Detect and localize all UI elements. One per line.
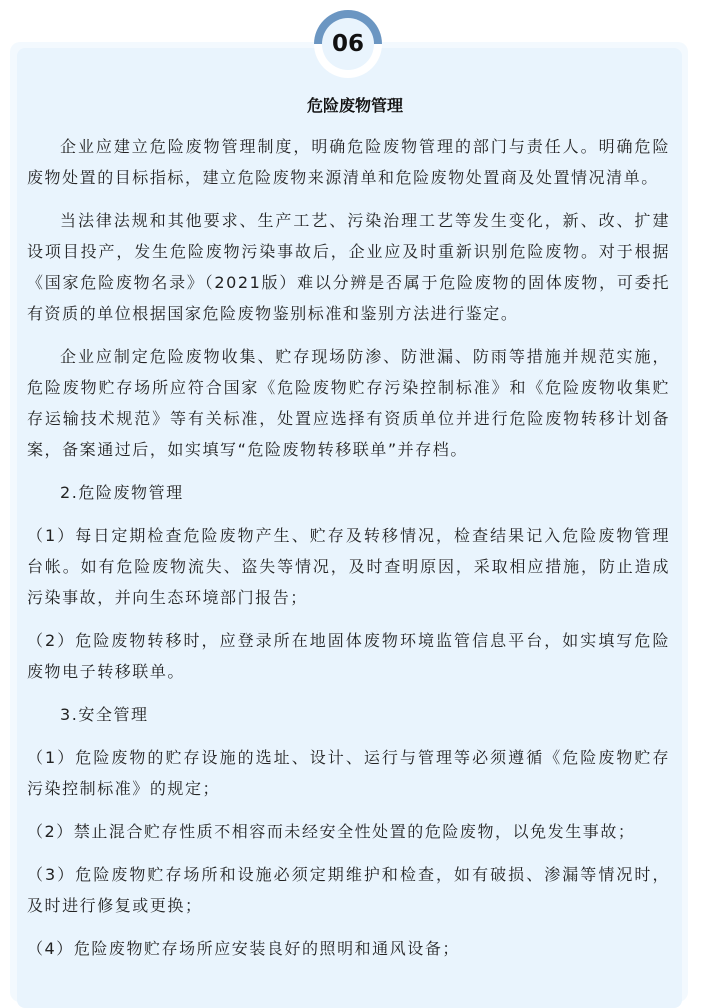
paragraph: 当法律法规和其他要求、生产工艺、污染治理工艺等发生变化，新、改、扩建设项目投产，发生危险废物污染事故后，企业应及时重新识别危险废物。对于根据《国家危险废物名录》（2021版）难以分辨是否属于危险废物的固体废物，可委托有资质的单位根据国家危险废物鉴别标准和鉴别方法进行鉴定。: [27, 211, 670, 323]
list-item: （3）危险废物贮存场所和设施必须定期维护和检查，如有破损、渗漏等情况时，及时进行修复或更换；: [27, 865, 670, 915]
section-number-badge: [314, 10, 382, 78]
list-item: （1）每日定期检查危险废物产生、贮存及转移情况，检查结果记入危险废物管理台帐。如有危险废物流失、盗失等情况，及时查明原因，采取相应措施，防止造成污染事故，并向生态环境部门报告；: [27, 526, 670, 607]
list-item: （2）禁止混合贮存性质不相容而未经安全性处置的危险废物，以免发生事故；: [27, 822, 636, 841]
article-content: [27, 131, 670, 976]
subheading: 3.安全管理: [60, 705, 149, 724]
list-item: （2）危险废物转移时，应登录所在地固体废物环境监管信息平台，如实填写危险废物电子转移联单。: [27, 631, 670, 681]
list-item: （1）危险废物的贮存设施的选址、设计、运行与管理等必须遵循《危险废物贮存污染控制标准》的规定；: [27, 748, 670, 798]
section-number: 06: [322, 18, 374, 70]
list-item: （4）危险废物贮存场所应安装良好的照明和通风设备；: [27, 939, 460, 958]
section-title: 危险废物管理: [306, 96, 403, 115]
paragraph: 企业应建立危险废物管理制度，明确危险废物管理的部门与责任人。明确危险废物处置的目标指标，建立危险废物来源清单和危险废物处置商及处置情况清单。: [27, 137, 670, 187]
paragraph: 企业应制定危险废物收集、贮存现场防渗、防泄漏、防雨等措施并规范实施，危险废物贮存场所应符合国家《危险废物贮存污染控制标准》和《危险废物收集贮存运输技术规范》等有关标准，处置应选择有资质单位并进行危险废物转移计划备案，备案通过后，如实填写“危险废物转移联单”并存档。: [27, 347, 670, 459]
subheading: 2.危险废物管理: [60, 483, 184, 502]
